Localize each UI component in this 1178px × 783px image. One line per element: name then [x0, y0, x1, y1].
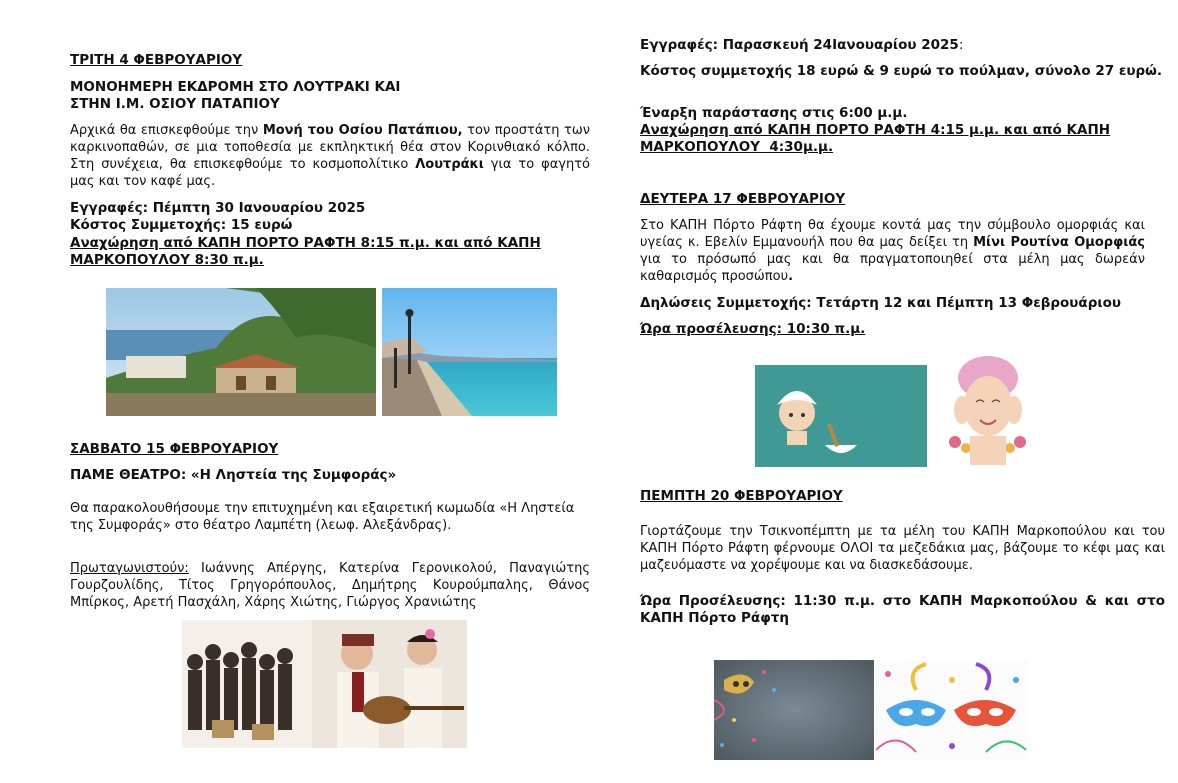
- trip-description: Αρχικά θα επισκεφθούμε την Μονή του Οσίου Πατάπιου, τον προστάτη των καρκινοπαθών, σε μια τοποθεσία με εκπληκτική θέα στον Κορινθιακό κόλπο. Στη συνέχεια, θα επισκεφθούμε το κοσμοπολίτικο Λουτράκι για το φαγητό μας και τον καφέ μας.: [70, 123, 591, 189]
- beauty-declarations: Δηλώσεις Συμμετοχής: Τετάρτη 12 και Πέμπτη 13 Φεβρουάριου: [640, 295, 1122, 311]
- trip-title-line1: ΜΟΝΟΗΜΕΡΗ ΕΚΔΡΟΜΗ ΣΤΟ ΛΟΥΤΡΑΚΙ ΚΑΙ: [70, 79, 401, 95]
- beauty-description: Στο ΚΑΠΗ Πόρτο Ράφτη θα έχουμε κοντά μας την σύμβουλο ομορφιάς και υγείας κ. Εβελίν Εμμανουήλ που θα μας δείξει τη Μίνι Ρουτίνα Ομορφιάς για το πρόσωπό μας και θα πραγματοποιηθεί στα μέλη μας δωρεάν καθαρισμός προσώπου.: [640, 218, 1145, 284]
- theatre-description: Θα παρακολουθήσουμε την επιτυχημένη και εξαιρετική κωμωδία «Η Ληστεία της Συμφοράς» στο θέατρο Λαμπέτη (λεωφ. Αλεξάνδρας).: [70, 501, 575, 533]
- carnival-masks-illustration: [876, 660, 1028, 760]
- theatre-start-time: Έναρξη παράστασης στις 6:00 μ.μ.: [640, 105, 908, 121]
- theatre-departure-line1: Αναχώρηση από ΚΑΠΗ ΠΟΡΤΟ ΡΑΦΤΗ 4:15 μ.μ. και από ΚΑΠΗ: [640, 122, 1111, 138]
- trip-registration: Εγγραφές: Πέμπτη 30 Ιανουαρίου 2025: [70, 200, 366, 216]
- trip-cost: Κόστος Συμμετοχής: 15 ευρώ: [70, 217, 293, 233]
- theatre-title: ΠΑΜΕ ΘΕΑΤΡΟ: «Η Ληστεία της Συμφοράς»: [70, 467, 397, 483]
- carnival-mask-photo: [714, 660, 874, 760]
- theatre-cost: Κόστος συμμετοχής 18 ευρώ & 9 ευρώ το πούλμαν, σύνολο 27 ευρώ.: [640, 63, 1162, 79]
- theatre-cast: Πρωταγωνιστούν: Ιωάννης Απέργης, Κατερίνα Γερονικολού, Παναγιώτης Γουρζουλίδης, Τίτος Γρηγορόπουλος, Δημήτρης Κουρούμπαλης, Θάνος Μπίρκος, Αρετή Πασχάλη, Χάρης Χιώτης, Γιώργος Χρανιώτης: [70, 561, 590, 610]
- tsiknopempti-arrival-time: Ώρα Προσέλευσης: 11:30 π.μ. στο ΚΑΠΗ Μαρκοπούλου & και στο ΚΑΠΗ Πόρτο Ράφτη: [640, 593, 1165, 626]
- spa-illustration: [755, 365, 927, 467]
- beauty-arrival-time: Ώρα προσέλευσης: 10:30 π.μ.: [640, 321, 866, 337]
- theatre-departure-line2: ΜΑΡΚΟΠΟΥΛΟΥ 4:30μ.μ.: [640, 139, 834, 155]
- loutraki-promenade-photo: [382, 288, 557, 416]
- facial-mask-illustration: [940, 350, 1035, 465]
- theatre-registration: Εγγραφές: Παρασκευή 24Ιανουαρίου 2025:: [640, 37, 964, 53]
- trip-departure-line2: ΜΑΡΚΟΠΟΥΛΟΥ 8:30 π.μ.: [70, 252, 264, 268]
- theatre-cast-photo: [182, 620, 467, 748]
- event-date-feb20: ΠΕΜΠΤΗ 20 ΦΕΒΡΟΥΑΡΙΟΥ: [640, 488, 843, 504]
- trip-title-line2: ΣΤΗΝ Ι.Μ. ΟΣΙΟΥ ΠΑΤΑΠΙΟΥ: [70, 96, 280, 112]
- event-date-feb17: ΔΕΥΤΕΡΑ 17 ΦΕΒΡΟΥΑΡΙΟΥ: [640, 191, 846, 207]
- trip-departure-line1: Αναχώρηση από ΚΑΠΗ ΠΟΡΤΟ ΡΑΦΤΗ 8:15 π.μ. και από ΚΑΠΗ: [70, 235, 541, 251]
- tsiknopempti-description: Γιορτάζουμε την Τσικνοπέμπτη με τα μέλη του ΚΑΠΗ Μαρκοπούλου και του ΚΑΠΗ Πόρτο Ράφτη φέρνουμε ΟΛΟΙ τα μεζεδάκια μας, βάζουμε το κέφι μας και μαζευόμαστε να χορέψουμε και να διασκεδάσουμε.: [640, 524, 1165, 573]
- event-date-feb4: ΤΡΙΤΗ 4 ΦΕΒΡΟΥΑΡΙΟΥ: [70, 52, 243, 68]
- event-date-feb15: ΣΑΒΒΑΤΟ 15 ΦΕΒΡΟΥΑΡΙΟΥ: [70, 441, 279, 457]
- monastery-photo: [106, 288, 376, 416]
